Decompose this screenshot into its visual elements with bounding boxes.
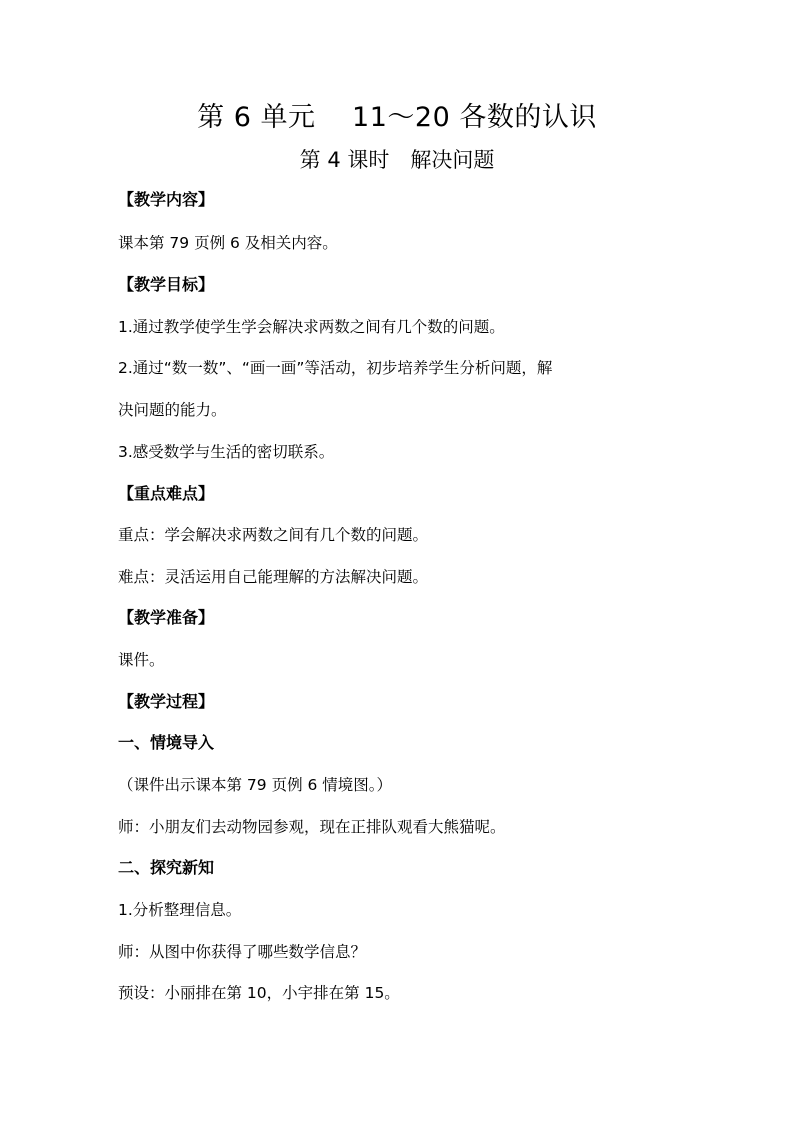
paragraph: 重点：学会解决求两数之间有几个数的问题。	[118, 526, 429, 544]
section-heading-key-points: 【重点难点】	[118, 484, 215, 503]
paragraph: 课本第 79 页例 6 及相关内容。	[118, 234, 338, 252]
paragraph: 3.感受数学与生活的密切联系。	[118, 443, 335, 461]
section-heading-preparation: 【教学准备】	[118, 608, 215, 627]
lesson-subtitle: 第 4 课时 解决问题	[299, 148, 495, 172]
paragraph: 2.通过“数一数”、“画一画”等活动，初步培养学生分析问题，解	[118, 359, 553, 377]
paragraph: 预设：小丽排在第 10，小宇排在第 15。	[118, 984, 400, 1002]
section-heading-objectives: 【教学目标】	[118, 275, 215, 294]
paragraph: （课件出示课本第 79 页例 6 情境图。）	[118, 776, 393, 794]
paragraph: 师：小朋友们去动物园参观，现在正排队观看大熊猫呢。	[118, 818, 506, 836]
paragraph: 决问题的能力。	[118, 401, 227, 419]
section-heading-content: 【教学内容】	[118, 190, 215, 209]
paragraph: 课件。	[118, 651, 165, 669]
document-title: 第 6 单元 11～20 各数的认识	[197, 102, 597, 133]
subheading-new-knowledge: 二、探究新知	[118, 858, 215, 877]
paragraph: 1.通过教学使学生学会解决求两数之间有几个数的问题。	[118, 318, 505, 336]
section-heading-process: 【教学过程】	[118, 692, 215, 711]
paragraph: 难点：灵活运用自己能理解的方法解决问题。	[118, 568, 429, 586]
paragraph: 1.分析整理信息。	[118, 901, 242, 919]
subheading-introduction: 一、情境导入	[118, 733, 215, 752]
paragraph: 师：从图中你获得了哪些数学信息？	[118, 943, 367, 961]
